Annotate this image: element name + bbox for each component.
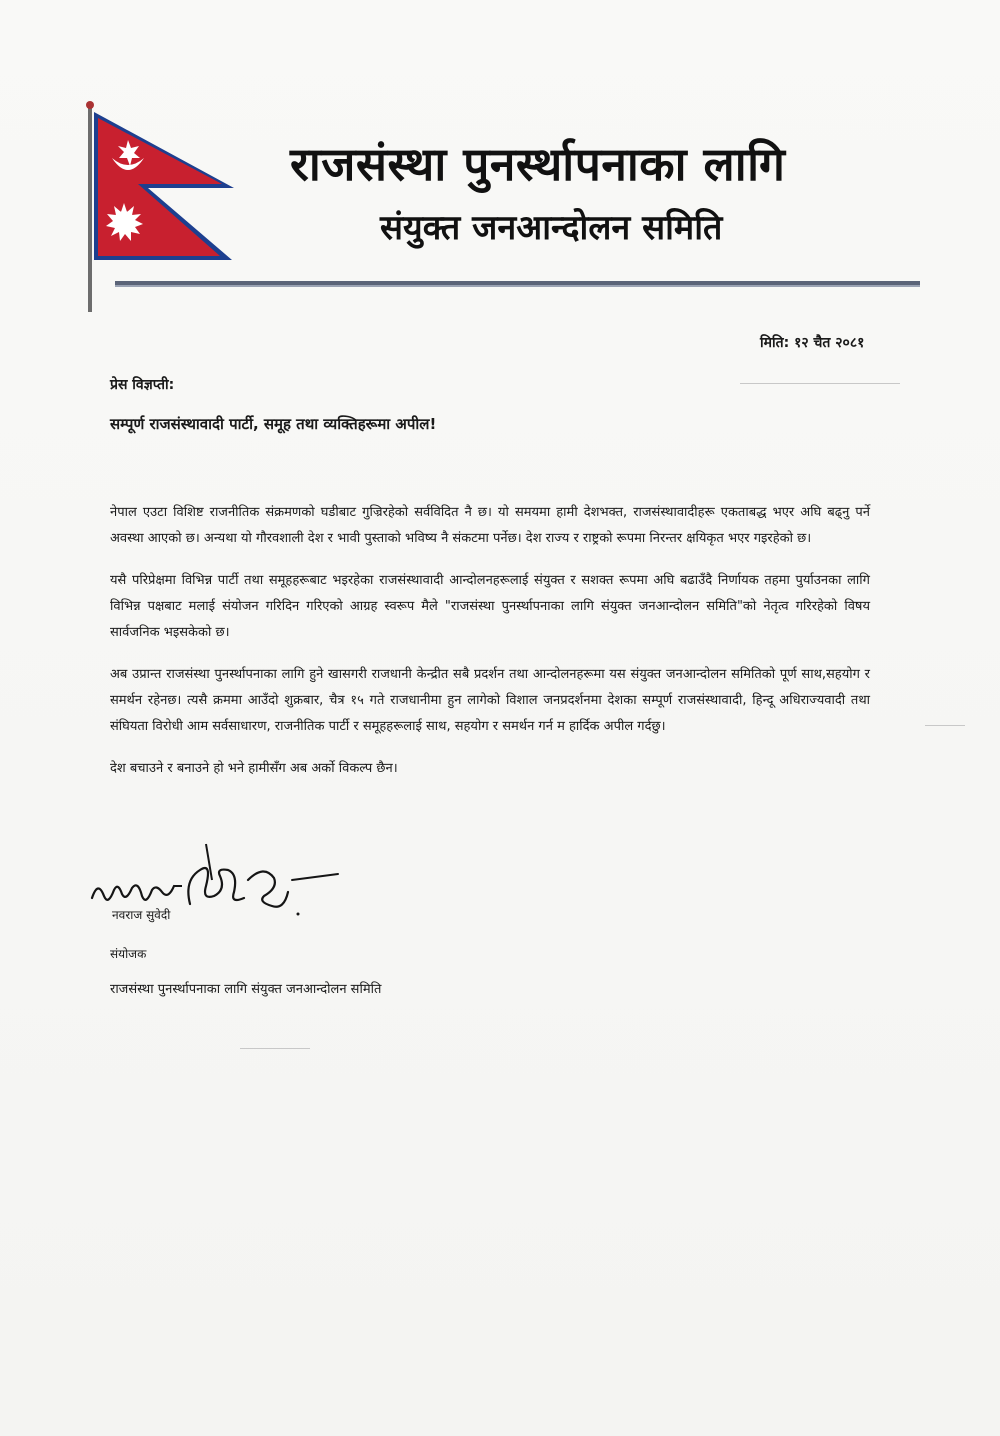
header-divider [115, 281, 920, 287]
scan-mark [740, 383, 900, 384]
subject-line: सम्पूर्ण राजसंस्थावादी पार्टी, समूह तथा व्यक्तिहरूमा अपील! [110, 415, 437, 433]
signer-organization: राजसंस्था पुनर्स्थापनाका लागि संयुक्त जनआन्दोलन समिति [110, 982, 382, 997]
signer-name: नवराज सुवेदी [112, 908, 171, 922]
header-title: राजसंस्था पुनर्स्थापनाका लागि [290, 137, 786, 191]
header-subtitle: संयुक्त जनआन्दोलन समिति [380, 208, 723, 248]
scan-mark [925, 725, 965, 726]
letter-body [110, 500, 870, 798]
paragraph-3: अब उप्रान्त राजसंस्था पुनर्स्थापनाका लागि हुने खासगरी राजधानी केन्द्रीत सबै प्रदर्शन तथा आन्दोलनहरूमा यस संयुक्त जनआन्दोलन समितिको पूर्ण साथ,सहयोग र समर्थन रहेनछ। त्यसै क्रममा आउँदो शुक्रबार, चैत्र १५ गते राजधानीमा हुन लागेको विशाल जनप्रदर्शनमा देशका सम्पूर्ण राजसंस्थावादी, हिन्दू अधिराज्यवादी तथा संघियता विरोधी आम सर्वसाधारण, राजनीतिक पार्टी र समूहहरूलाई साथ, सहयोग र समर्थन गर्न म हार्दिक अपील गर्दछु। [110, 667, 870, 734]
scan-mark [240, 1048, 310, 1049]
press-release-label: प्रेस विज्ञप्ती: [110, 377, 175, 393]
signer-role: संयोजक [110, 947, 147, 961]
paragraph-2: यसै परिप्रेक्षमा विभिन्न पार्टी तथा समूहहरूबाट भइरहेका राजसंस्थावादी आन्दोलनहरूलाई संयुक्त र सशक्त रूपमा अघि बढाउँदै निर्णायक तहमा पुर्याउनका लागि विभिन्न पक्षबाट मलाई संयोजन गरिदिन गरिएको आग्रह स्वरूप मैले "राजसंस्था पुनर्स्थापनाका लागि संयुक्त जनआन्दोलन समिति"को नेतृत्व गरिरहेको विषय सार्वजनिक भइसकेको छ। [110, 573, 870, 640]
paragraph-1: नेपाल एउटा विशिष्ट राजनीतिक संक्रमणको घडीबाट गुज्रिरहेको सर्वविदित नै छ। यो समयमा हामी देशभक्त, राजसंस्थावादीहरू एकताबद्ध भएर अघि बढ्नु पर्ने अवस्था आएको छ। अन्यथा यो गौरवशाली देश र भावी पुस्ताको भविष्य नै संकटमा पर्नेछ। देश राज्य र राष्ट्रको रूपमा निरन्तर क्षयिकृत भएर गइरहेको छ। [110, 505, 870, 546]
paragraph-4: देश बचाउने र बनाउने हो भने हामीसँग अब अर्को विकल्प छैन। [110, 761, 398, 776]
date-line: मिति: १२ चैत २०८१ [760, 335, 865, 351]
